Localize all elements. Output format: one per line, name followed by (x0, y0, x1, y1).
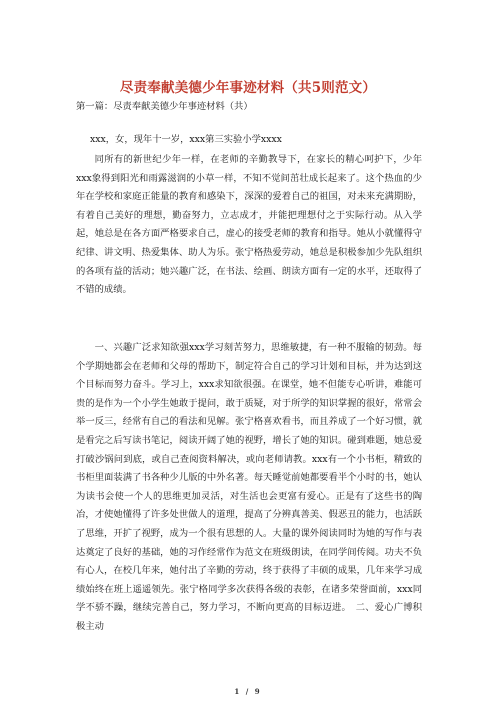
body-paragraph-1: 同所有的新世纪少年一样，在老师的辛勤教导下，在家长的精心呵护下，少年xxx象得到阳光和雨露滋润的小草一样，不知不觉间茁壮成长起来了。这个热血的少年在学校和家庭正能量的教育和感染下，深深的爱着自己的祖国，对未来充满期盼，有着自己美好的理想，勤奋努力，立志成才，并能把理想付之于实际行动。从入学起，她总是在各方面严格要求自己，虚心的接受老师的教育和指导。她从小就懂得守纪律、讲文明、热爱集体、助人为乐。张宁格热爱劳动，她总是积极参加少先队组织的各项有益的活动；她兴趣广泛，在书法、绘画、朗读方面有一定的水平，还取得了不错的成绩。 (76, 154, 422, 296)
section-heading: 第一篇：尽责奉献美德少年事迹材料（共） (76, 101, 253, 112)
body-paragraph-2: 一、兴趣广泛求知欲强xxx学习刻苦努力，思维敏捷，有一种不服输的韧劲。每个学期她都会在老师和父母的帮助下，制定符合自己的学习计划和目标，并为达到这个目标而努力奋斗。学习上，xxx求知欲很强。在课堂，她不但能专心听讲，难能可贵的是作为一个小学生她敢于提问，敢于质疑，对于所学的知识掌握的很好，常常会举一反三，经常有自己的看法和见解。张宁格喜欢看书，而且养成了一个好习惯，就是看完之后写读书笔记，阅读开阔了她的视野，增长了她的知识。碰到难题，她总爱打破沙锅问到底，或自己查阅资料解决，或向老师请教。xxx有一个小书柜，精致的书柜里面装满了书各种少儿版的中外名著。每天睡觉前她都要看半个小时的书，她认为读书会使一个人的思维更加灵活，对生活也会更富有爱心。正是有了这些书的陶冶，才使她懂得了许多处世做人的道理，提高了分辨真善美、假恶丑的能力，也活跃了思维，开扩了视野，成为一个很有思想的人。大量的课外阅读同时为她的写作与表达奠定了良好的基础，她的习作经常作为范文在班级朗读，在同学间传阅。功夫不负有心人，在校几年来，她付出了辛勤的劳动，终于获得了丰硕的成果，几年来学习成绩始终在班上遥遥领先。张宁格同学多次获得各级的表彰，在诸多荣誉面前，xxx同学不骄不躁，继续完善自己，努力学习，不断向更高的目标迈进。 二、爱心广博积极主动 (76, 342, 422, 632)
page-indicator: 1 / 9 (234, 687, 262, 696)
intro-line: xxx，女，现年十一岁，xxx第三实验小学xxxx (90, 134, 282, 145)
document-title: 尽责奉献美德少年事迹材料（共5则范文） (119, 80, 377, 96)
